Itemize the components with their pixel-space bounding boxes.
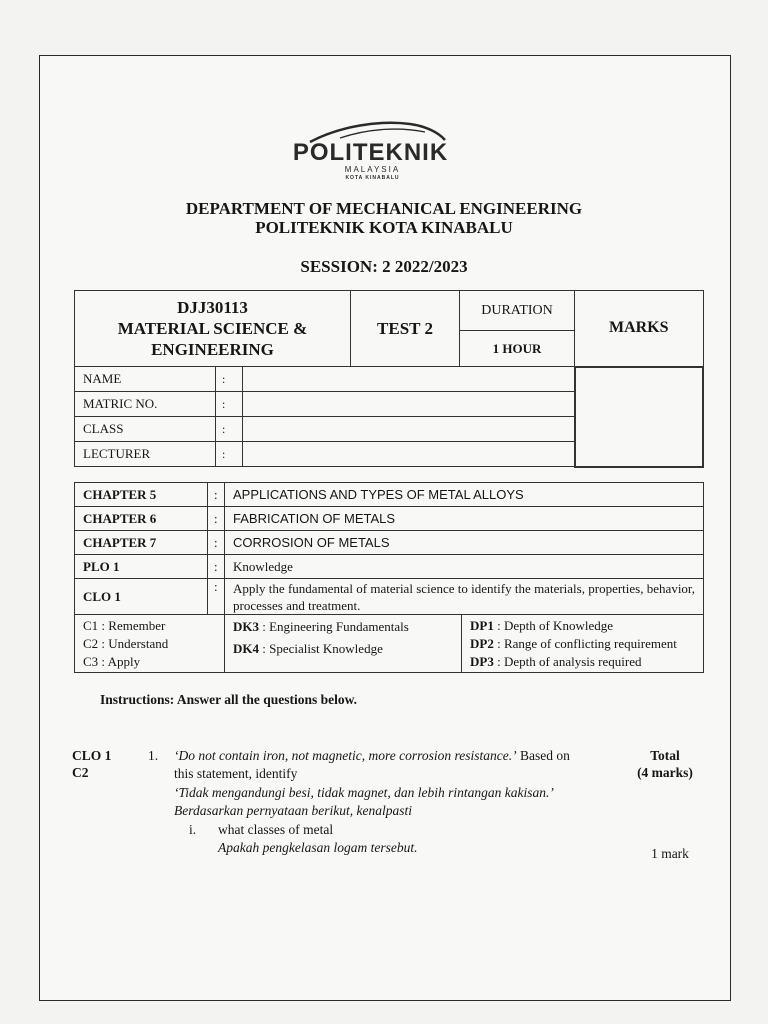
marks-label: MARKS bbox=[575, 291, 704, 367]
field-label-class: CLASS bbox=[83, 421, 124, 436]
plo-colon: : bbox=[208, 555, 225, 579]
chapter-colon: : bbox=[208, 483, 225, 507]
subquestion-text-en: what classes of metal bbox=[218, 822, 334, 837]
level-c2: C2 : Understand bbox=[83, 636, 169, 651]
attribute-dp2: DP2 : Range of conflicting requirement bbox=[470, 636, 677, 651]
clo-row bbox=[75, 579, 704, 615]
total-marks: (4 marks) bbox=[637, 765, 693, 780]
course-code: DJJ30113 bbox=[177, 298, 248, 317]
attribute-dp3: DP3 : Depth of analysis required bbox=[470, 654, 642, 669]
field-colon: : bbox=[215, 392, 242, 416]
chapter-title: APPLICATIONS AND TYPES OF METAL ALLOYS bbox=[225, 483, 704, 507]
plo-row bbox=[75, 555, 704, 579]
attribute-dp1: DP1 : Depth of Knowledge bbox=[470, 618, 613, 633]
problem-attributes bbox=[462, 615, 704, 673]
department-title: DEPARTMENT OF MECHANICAL ENGINEERING bbox=[185, 199, 583, 218]
instructions: Instructions: Answer all the questions below. bbox=[100, 692, 358, 707]
name-input[interactable] bbox=[242, 367, 574, 391]
lecturer-input[interactable] bbox=[242, 442, 574, 466]
profile-dk3: DK3 : Engineering Fundamentals bbox=[233, 619, 409, 634]
student-field-row bbox=[75, 367, 704, 392]
chapter-colon: : bbox=[208, 531, 225, 555]
subquestion-text-ms: Apakah pengkelasan logam tersebut. bbox=[218, 840, 418, 855]
field-colon: : bbox=[215, 417, 242, 441]
institution-title: POLITEKNIK KOTA KINABALU bbox=[255, 218, 513, 237]
question-stem-continuation: Based on bbox=[516, 748, 570, 763]
course-outcomes-table bbox=[74, 482, 704, 673]
logo-campus: KOTA KINABALU bbox=[345, 175, 400, 181]
course-title-cell bbox=[75, 291, 351, 367]
question-quote-ms: ‘Tidak mengandungi besi, tidak magnet, dan lebih rintangan kakisan.’ bbox=[174, 785, 554, 800]
subquestion-marks: 1 mark bbox=[651, 846, 689, 861]
plo-value: Knowledge bbox=[225, 555, 704, 579]
chapter-colon: : bbox=[208, 507, 225, 531]
level-c1: C1 : Remember bbox=[83, 618, 166, 633]
knowledge-profiles bbox=[225, 615, 462, 673]
question-clo: CLO 1 bbox=[72, 748, 112, 763]
course-name-line1: MATERIAL SCIENCE & bbox=[117, 319, 308, 338]
question-quote-en: ‘Do not contain iron, not magnetic, more corrosion resistance.’ bbox=[174, 748, 517, 763]
question-number: 1. bbox=[148, 748, 159, 763]
plo-label: PLO 1 bbox=[75, 555, 208, 579]
question-stem-line2: this statement, identify bbox=[174, 766, 298, 781]
logo-wordmark: POLITEKNIK bbox=[292, 139, 449, 166]
chapter-title: CORROSION OF METALS bbox=[225, 531, 704, 555]
chapter-label: CHAPTER 7 bbox=[75, 531, 208, 555]
profile-dk4: DK4 : Specialist Knowledge bbox=[233, 641, 383, 656]
subquestion-numeral: i. bbox=[189, 822, 197, 837]
session-title: SESSION: 2 2022/2023 bbox=[300, 257, 468, 276]
chapter-title: FABRICATION OF METALS bbox=[225, 507, 704, 531]
marks-box[interactable] bbox=[575, 367, 704, 467]
logo-country: MALAYSIA bbox=[344, 165, 401, 174]
question-instruction-ms: Berdasarkan pernyataan berikut, kenalpasti bbox=[174, 803, 412, 818]
course-info-table bbox=[74, 290, 704, 468]
clo-label: CLO 1 bbox=[75, 579, 208, 615]
test-label: TEST 2 bbox=[351, 291, 460, 367]
clo-description: Apply the fundamental of material science to identify the materials, properties, behavior, processes and treatment. bbox=[225, 579, 704, 615]
chapter-label: CHAPTER 5 bbox=[75, 483, 208, 507]
question-stem-line1 bbox=[174, 748, 636, 764]
course-name-line2: ENGINEERING bbox=[151, 340, 274, 359]
chapter-label: CHAPTER 6 bbox=[75, 507, 208, 531]
field-colon: : bbox=[215, 442, 242, 466]
field-label-name: NAME bbox=[83, 371, 122, 386]
total-label: Total bbox=[650, 748, 680, 763]
duration-value: 1 HOUR bbox=[460, 331, 575, 367]
chapter-row bbox=[75, 531, 704, 555]
field-label-lecturer: LECTURER bbox=[83, 446, 151, 461]
chapter-row bbox=[75, 507, 704, 531]
clo-colon: : bbox=[208, 579, 225, 615]
question-level: C2 bbox=[72, 765, 89, 780]
cognitive-levels bbox=[75, 615, 225, 673]
field-colon: : bbox=[215, 367, 242, 391]
duration-label: DURATION bbox=[460, 291, 575, 331]
chapter-row bbox=[75, 483, 704, 507]
level-c3: C3 : Apply bbox=[83, 654, 141, 669]
class-input[interactable] bbox=[242, 417, 574, 441]
field-label-matric: MATRIC NO. bbox=[83, 396, 158, 411]
matric-input[interactable] bbox=[242, 392, 574, 416]
taxonomy-row bbox=[75, 615, 704, 673]
